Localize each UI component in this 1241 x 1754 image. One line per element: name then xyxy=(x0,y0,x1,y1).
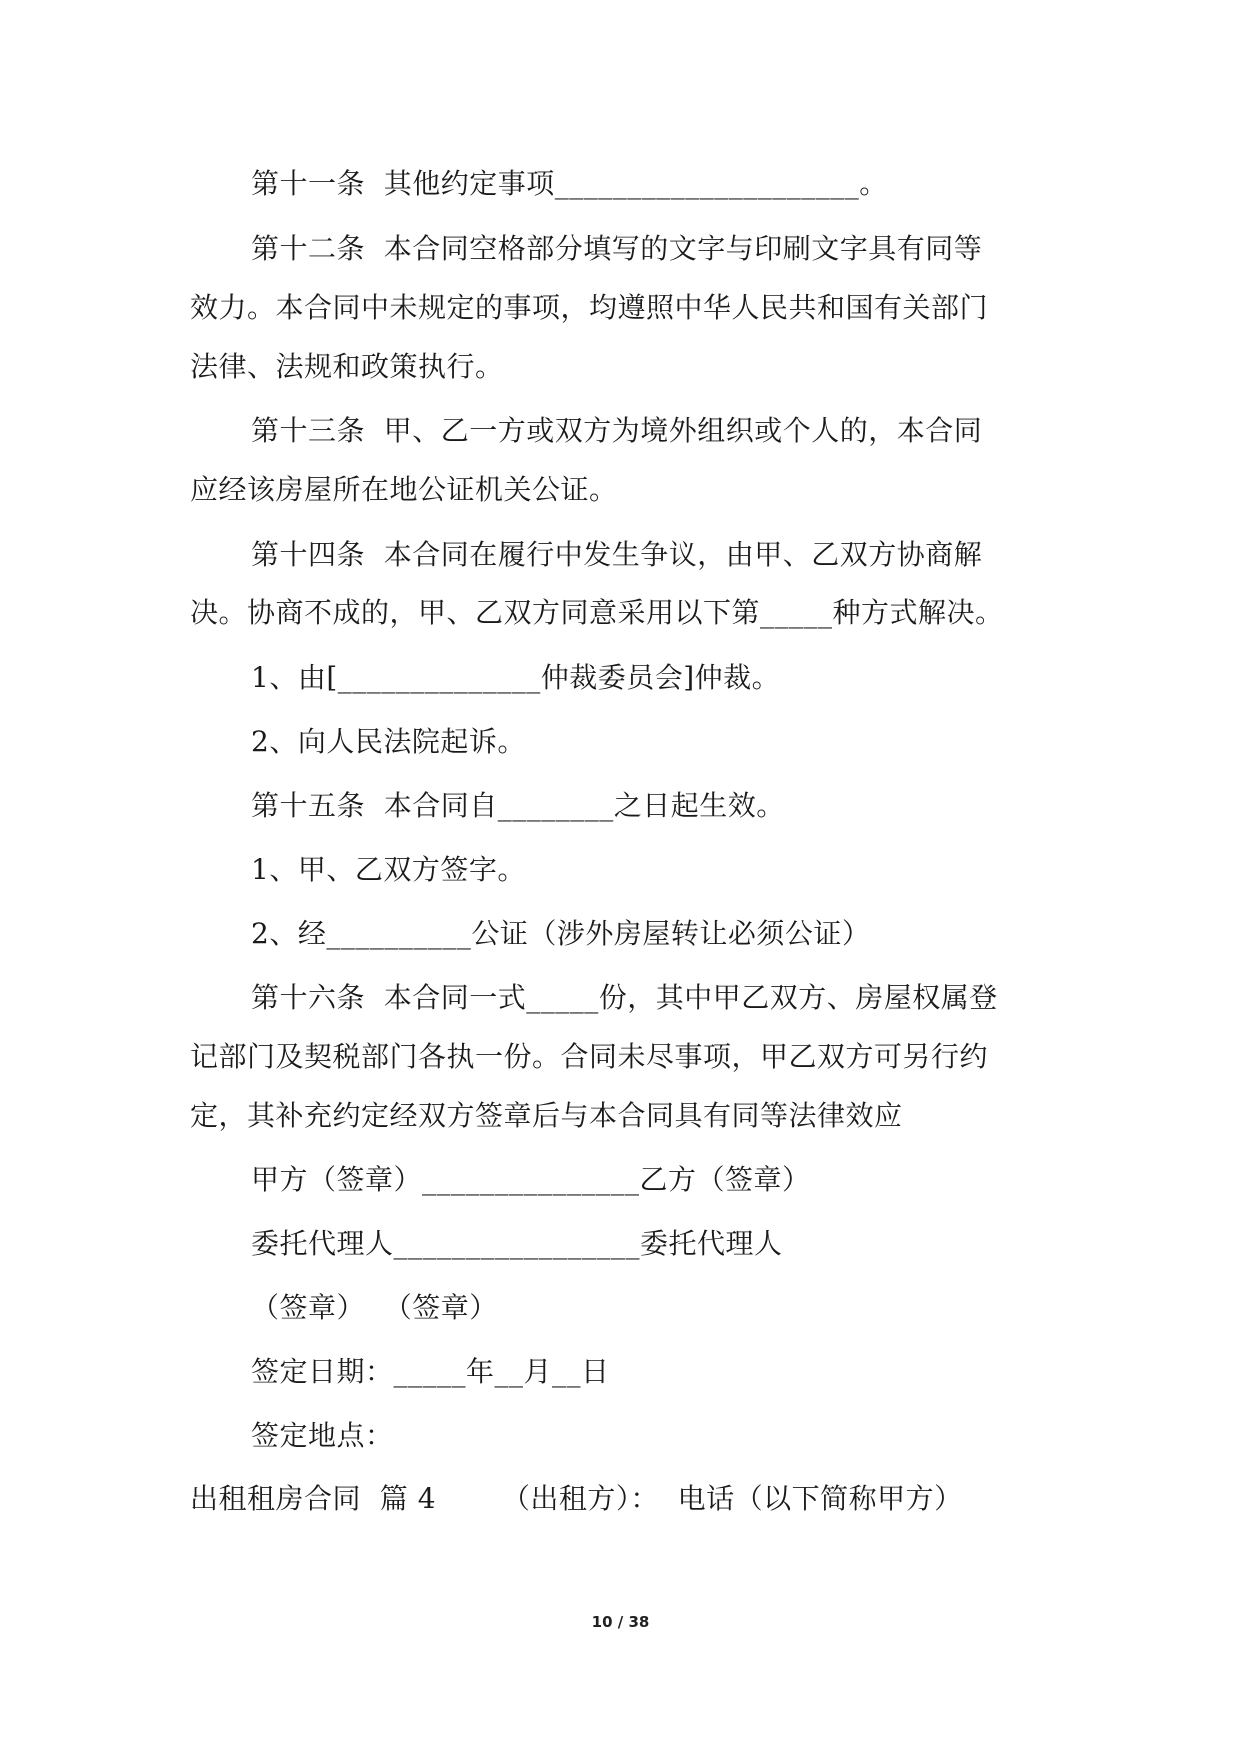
article-13-line-2: 应经该房屋所在地公证机关公证。 xyxy=(190,473,618,506)
option-2-court: 2、向人民法院起诉。 xyxy=(251,725,526,758)
next-contract-heading: 出租租房合同 篇 4 （出租方）： 电话（以下简称甲方） xyxy=(190,1482,963,1515)
article-12-line-1: 第十二条 本合同空格部分填写的文字与印刷文字具有同等 xyxy=(251,232,983,265)
party-signature-line: 甲方（签章）_______________乙方（签章） xyxy=(251,1163,811,1196)
article-13-line-1: 第十三条 甲、乙一方或双方为境外组织或个人的，本合同 xyxy=(251,414,983,447)
article-12-line-2: 效力。本合同中未规定的事项，均遵照中华人民共和国有关部门 xyxy=(190,291,989,324)
article-14-line-1: 第十四条 本合同在履行中发生争议，由甲、乙双方协商解 xyxy=(251,538,983,571)
signing-date: 签定日期：_____年__月__日 xyxy=(251,1355,610,1388)
agent-signature-line: 委托代理人_________________委托代理人 xyxy=(251,1227,783,1260)
article-11-line: 第十一条 其他约定事项_____________________。 xyxy=(251,167,888,200)
option-1-arbitration: 1、由[______________仲裁委员会]仲裁。 xyxy=(251,661,781,694)
signing-place: 签定地点： xyxy=(251,1419,394,1452)
effect-condition-2: 2、经__________公证（涉外房屋转让必须公证） xyxy=(251,917,871,950)
article-16-line-1: 第十六条 本合同一式_____份，其中甲乙双方、房屋权属登 xyxy=(251,981,998,1014)
effect-condition-1: 1、甲、乙双方签字。 xyxy=(251,853,526,886)
seal-labels: （签章） （签章） xyxy=(251,1291,498,1324)
article-12-line-3: 法律、法规和政策执行。 xyxy=(190,350,504,383)
article-14-line-2: 决。协商不成的，甲、乙双方同意采用以下第_____种方式解决。 xyxy=(190,596,1004,629)
page-number: 10 / 38 xyxy=(591,1613,650,1631)
article-16-line-3: 定，其补充约定经双方签章后与本合同具有同等法律效应 xyxy=(190,1099,903,1132)
article-15-line: 第十五条 本合同自________之日起生效。 xyxy=(251,789,785,822)
article-16-line-2: 记部门及契税部门各执一份。合同未尽事项，甲乙双方可另行约 xyxy=(190,1040,989,1073)
